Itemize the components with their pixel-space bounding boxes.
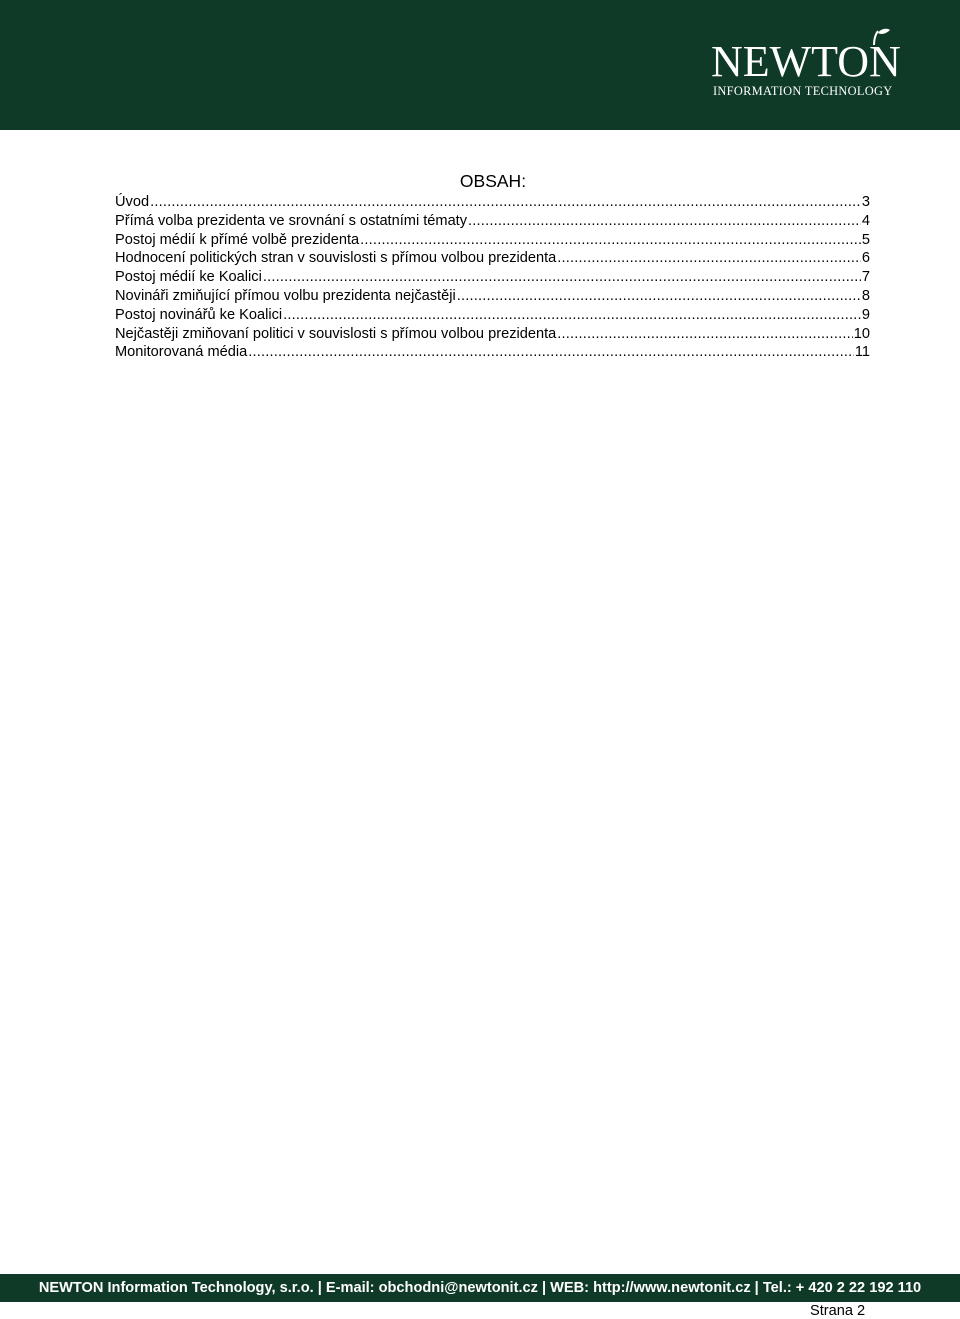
toc-entry[interactable] <box>115 268 870 287</box>
toc-entry-page: 4 <box>861 212 870 229</box>
toc-entry[interactable] <box>115 212 870 231</box>
toc-entry-page: 9 <box>861 306 870 323</box>
toc-entry-label: Postoj novinářů ke Koalici <box>115 306 283 323</box>
toc-dot-leader <box>557 249 861 268</box>
toc-entry[interactable] <box>115 231 870 250</box>
toc-entry[interactable] <box>115 193 870 212</box>
toc-entry-label: Nejčastěji zmiňovaní politici v souvislosti s přímou volbou prezidenta <box>115 325 557 342</box>
toc-dot-leader <box>557 325 853 344</box>
footer-contact-line: NEWTON Information Technology, s.r.o. | E-mail: obchodni@newtonit.cz | WEB: http://www.newtonit.cz | Tel.: + 420 2 22 192 110 <box>38 1280 922 1296</box>
toc-entry-page: 5 <box>861 231 870 248</box>
logo-subtitle: INFORMATION TECHNOLOGY <box>713 84 893 98</box>
toc-entry-page: 6 <box>861 250 870 267</box>
toc-dot-leader <box>248 343 854 362</box>
table-of-contents <box>115 193 870 362</box>
toc-dot-leader <box>457 287 861 306</box>
footer-band <box>0 1274 960 1302</box>
toc-entry-label: Postoj médií k přímé volbě prezidenta <box>115 231 360 248</box>
logo-wordmark: NEWTON <box>711 37 901 86</box>
toc-entry[interactable] <box>115 325 870 344</box>
toc-entry-label: Přímá volba prezidenta ve srovnání s ostatními tématy <box>115 212 468 229</box>
newton-logo <box>711 28 916 100</box>
toc-entry[interactable] <box>115 306 870 325</box>
toc-entry[interactable] <box>115 249 870 268</box>
toc-dot-leader <box>283 306 861 325</box>
toc-dot-leader <box>360 231 861 250</box>
header-band <box>0 0 960 130</box>
toc-entry-label: Hodnocení politických stran v souvislosti s přímou volbou prezidenta <box>115 250 557 267</box>
toc-entry-page: 7 <box>861 269 870 286</box>
toc-entry-label: Úvod <box>115 194 150 210</box>
toc-entry-page: 11 <box>854 344 870 361</box>
toc-entry-page: 10 <box>853 325 870 342</box>
toc-entry-label: Novináři zmiňující přímou volbu prezidenta nejčastěji <box>115 287 456 304</box>
toc-entry-page: 3 <box>861 194 870 210</box>
toc-entry-label: Monitorovaná média <box>115 344 248 361</box>
page-number: Strana 2 <box>810 1303 866 1319</box>
toc-dot-leader <box>263 268 861 287</box>
toc-entry-label: Postoj médií ke Koalici <box>115 269 262 286</box>
toc-dot-leader <box>468 212 861 231</box>
toc-entry[interactable] <box>115 287 870 306</box>
toc-title: OBSAH: <box>459 171 527 191</box>
toc-entry-page: 8 <box>861 287 870 304</box>
toc-dot-leader <box>150 193 861 212</box>
toc-entry[interactable] <box>115 343 870 362</box>
